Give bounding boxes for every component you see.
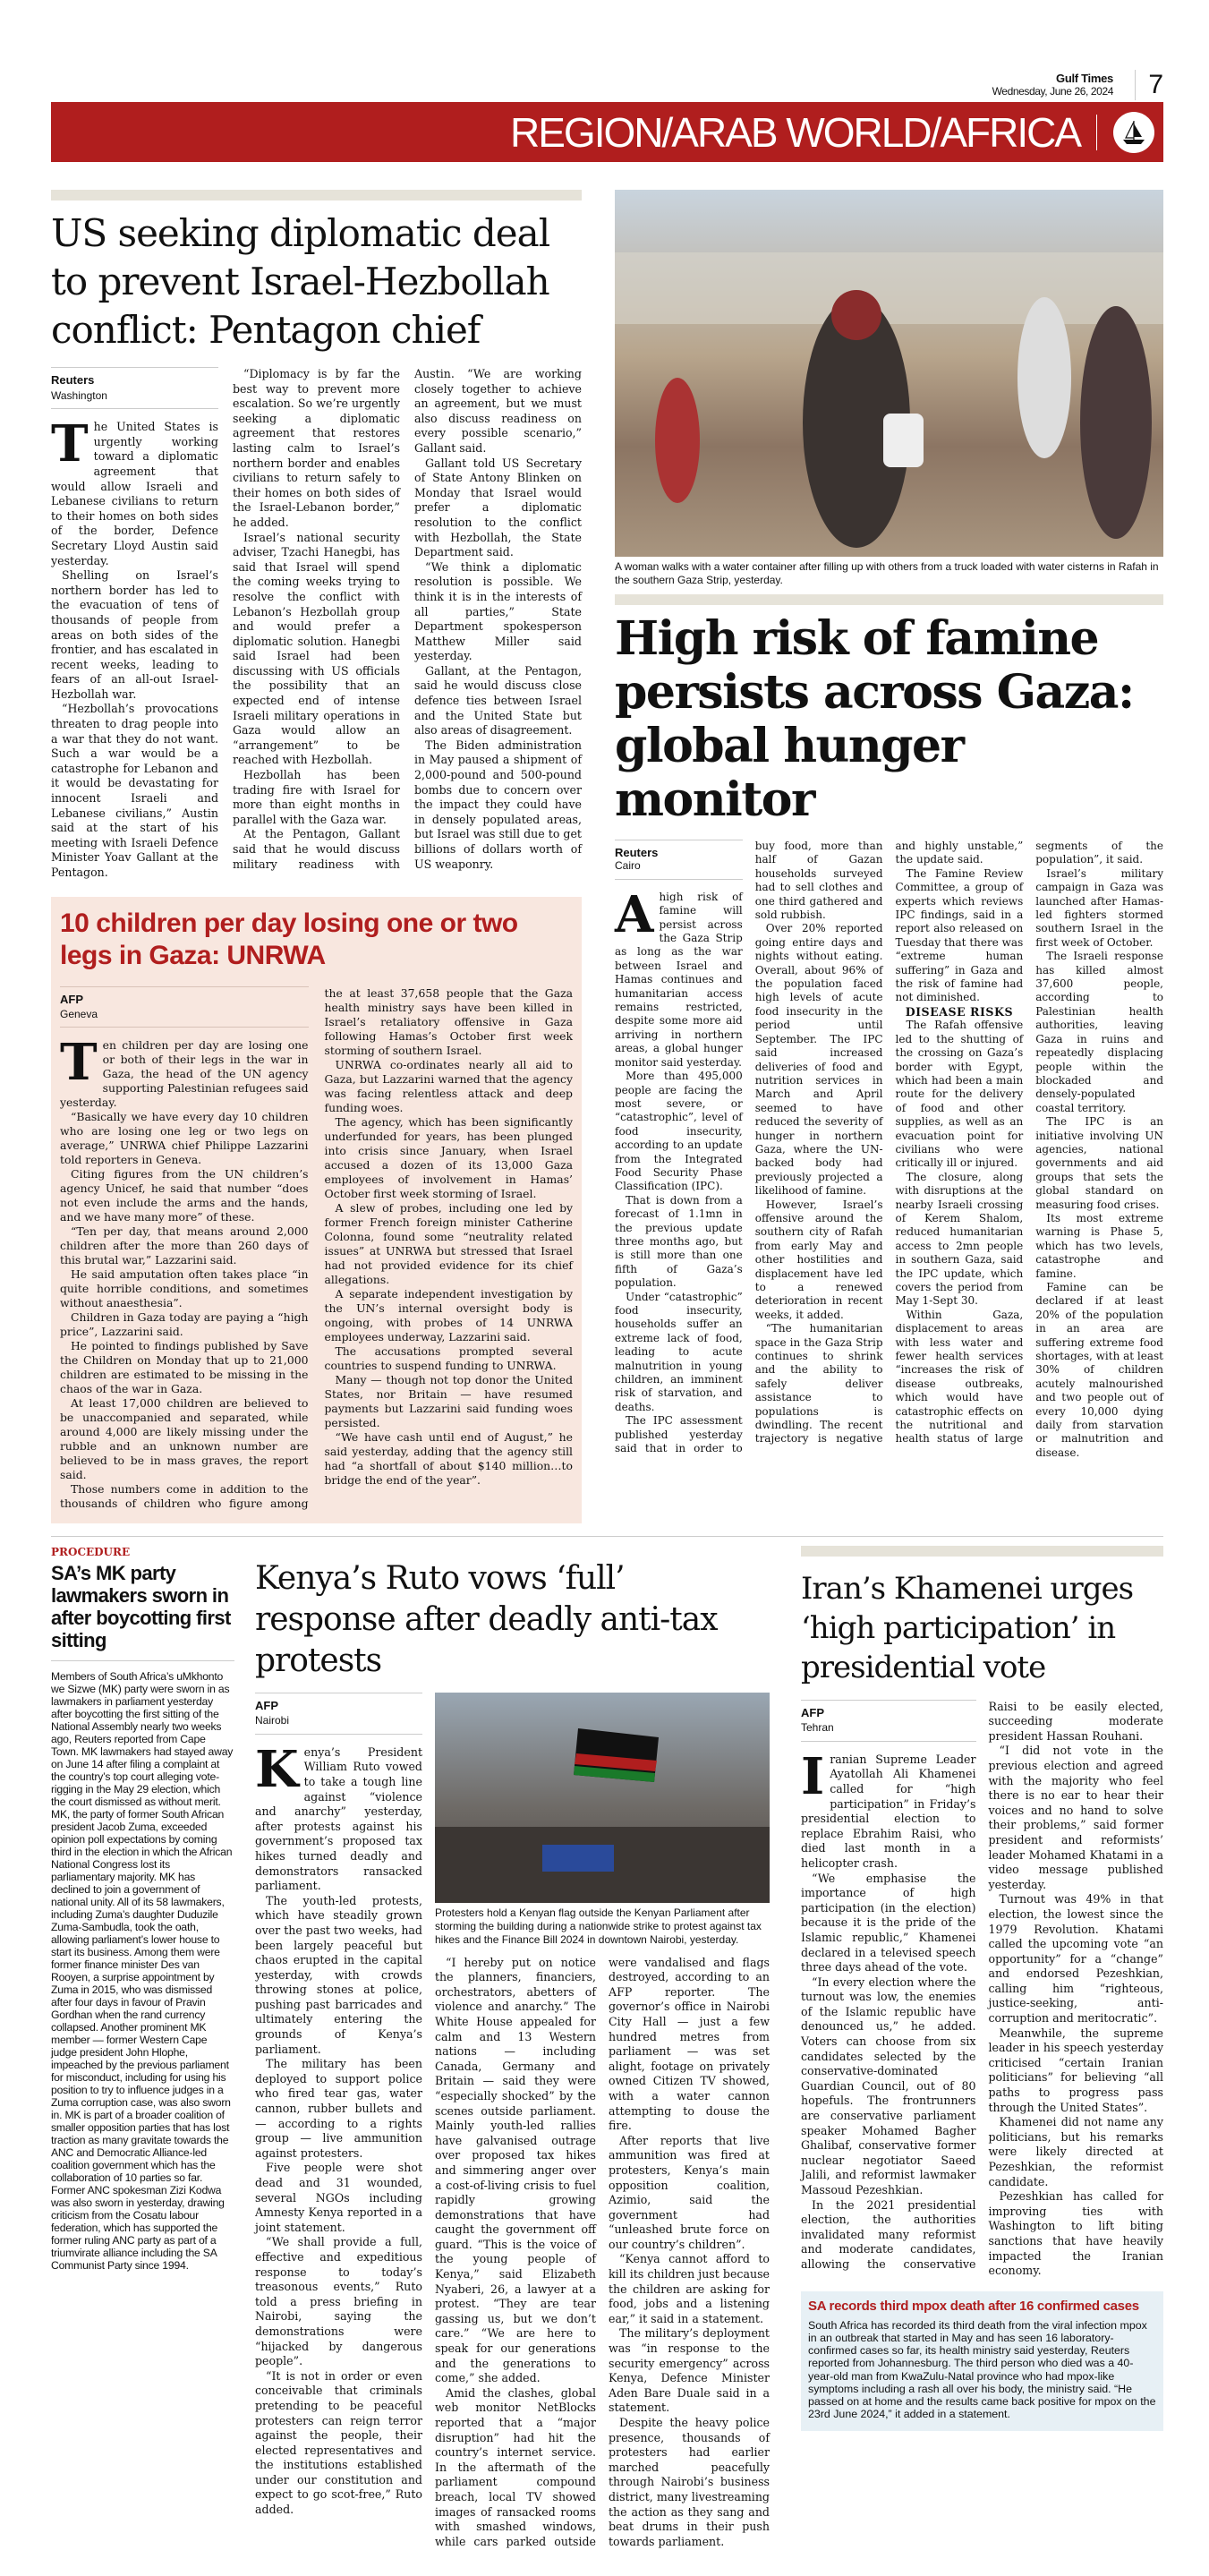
banner-divider <box>1096 115 1097 150</box>
top-section <box>51 190 1163 1523</box>
paragraph: However, Israel’s offensive around the southern city of Rafah from early May and other hostilities and displacement have led to a renewed deterioration in recent weeks, it added. <box>754 1198 883 1321</box>
paragraph: Its most extreme warning is Phase 5, which has two levels, catastrophe and famine. <box>1035 1211 1163 1280</box>
paragraphs <box>801 1700 1163 2279</box>
paragraph: Many — though not top donor the United States, nor Britain — have resumed payments but Lazzarini said funding woes persisted. <box>324 1372 573 1429</box>
paragraphs <box>60 986 573 1511</box>
mpox-headline: SA records third mpox death after 16 confirmed cases <box>808 2298 1139 2314</box>
mpox-brief <box>801 2291 1163 2432</box>
paragraph: Under “catastrophic” food insecurity, households suffer an extreme lack of food, leading to acute malnutrition in young children, an imminent risk of starvation, and deaths. <box>615 1290 743 1413</box>
paragraph: Hezbollah has been trading fire with Israel for more than eight months in parallel with the Gaza war. <box>233 768 400 826</box>
paragraph: “I did not vote in the previous election and agreed with the majority who feel there is no ear to hear their voices and no hand to solve their problems,” said former president and reformists’ leader Mohamed Khatami in a video message published yesterday. <box>988 1744 1163 1891</box>
page-header <box>51 0 1163 162</box>
paragraph: Khamenei did not name any politicians, but his remarks were likely directed at Pezeshkian, the reformist candidate. <box>988 2115 1163 2188</box>
paragraph: Pezeshkian has called for improving ties with Washington to lift biting sanctions that have heavily impacted the Iranian economy. <box>988 2189 1163 2278</box>
paragraph: The military’s deployment was “in response to the security emergency” across Kenya, Defence Minister Aden Bare Duale said in a statement. <box>609 2326 770 2415</box>
dateline: Nairobi <box>255 1714 290 1727</box>
paragraph: Shelling on Israel’s northern border has led to the evacuation of tens of thousands of people from areas on both sides of the frontier, and has escalated in recent weeks, leading to fears of an all-out Israel-Hezbollah war. <box>51 568 218 701</box>
paragraph: A slew of probes, including one led by former French foreign minister Catherine Colonna, found some “neutrality related issues” at UNRWA but stressed that Israel had not provided evidence for its chief allegations. <box>324 1200 573 1286</box>
kenya-photo-caption: Protesters hold a Kenyan flag outside the Kenyan Parliament after storming the building during a nationwide strike to protest against tax hikes and the Finance Bill 2024 in downtown Nairobi, yesterday. <box>435 1906 762 1946</box>
paragraph: The agency, which has been significantly underfunded for years, has been plunged into crisis since January, when Israel accused a dozen of its 13,000 Gaza employees of involvement in Hamas’ October first week storming of Israel. <box>324 1114 573 1200</box>
agency: Reuters <box>51 373 95 387</box>
dateline: Washington <box>51 388 107 402</box>
paragraph: “The humanitarian space in the Gaza Strip continues to shrink and the ability to safely deliver assistance to populations is dwindling. The recent trajectory is negative and highly unstable,” the update said. <box>754 840 1024 1446</box>
paragraph: That is down from a forecast of 1.1mn in the previous update three months ago, but is still more than one fifth of Gaza’s population. <box>615 1193 743 1290</box>
kenya-right-block <box>435 1693 770 2550</box>
gaza-water-photo <box>615 190 1163 557</box>
us-article-headline: US seeking diplomatic deal to prevent Israel-Hezbollah conflict: Pentagon chief <box>51 211 550 352</box>
unrwa-article-body <box>60 986 573 1511</box>
famine-article-body <box>615 840 1163 1460</box>
paragraph: At least 17,000 children are believed to be unaccompanied and separated, while around 4,000 are likely missing under the rubble and an unknown number are believed to be in mass graves, the report said. <box>60 1395 309 1481</box>
paragraph: Over 20% reported going entire days and nights without eating. Overall, about 96% of the population faced high levels of acute food insecurity in the period until September. The IPC said increased deliveries of food and nutrition services in March and April seemed to have reduced the severity of hunger in northern Gaza, where the UN-backed body had previously projected a likelihood of famine. <box>754 922 883 1198</box>
right-column <box>615 190 1163 1460</box>
dateline: Geneva <box>60 1007 98 1020</box>
dateline: Tehran <box>801 1721 834 1735</box>
paragraph: “Kenya cannot afford to kill its children just because the children are asking for food, jobs and a listening ear,” it said in a statement. <box>609 2252 770 2325</box>
paragraph: Despite the heavy police presence, thousands of protesters had earlier marched peacefully through Nairobi’s business district, many livestreaming the action as they sang and beat drums in their push towards parliament. <box>609 2416 770 2548</box>
paragraph: After reports that live ammunition was fired at protesters, Kenya’s main opposition coalition, Azimio, said the government had “unleashed brute force on our country’s children”. <box>609 2133 770 2251</box>
paragraph: In the 2021 presidential election, the authorities invalidated many reformist and moderate candidates, allowing the conservative Raisi to be easily elected, succeeding moderate president Hassan Rouhani. <box>801 1699 1163 2271</box>
sa-sidebar <box>51 1546 234 2272</box>
sa-sidebar-headline: SA’s MK party lawmakers sworn in after boycotting first sitting <box>51 1562 234 1661</box>
paragraph: Turnout was 49% in that election, the lowest since the 1979 Revolution. Khatami called the upcoming vote “an opportunity” for a “change” and endorsed Pezeshkian, calling him “righteous, justice-seeking, anti-corruption and meritocratic”. <box>988 1892 1163 2026</box>
paragraph: UNRWA co-ordinates nearly all aid to Gaza, but Lazzarini warned that the agency was facing relentless attack and deep funding woes. <box>324 1057 573 1114</box>
agency: AFP <box>60 992 83 1006</box>
paragraph: A separate independent investigation by the UN’s internal oversight body is ongoing, with probes of 14 UNRWA employees underway, Lazzarini said. <box>324 1286 573 1343</box>
section-divider-bar <box>51 190 582 200</box>
paragraph: Iranian Supreme Leader Ayatollah Ali Khamenei called for “high participation” in Friday’s presidential election to replace Ebrahim Raisi, who died last month in a helicopter crash. <box>801 1746 976 1870</box>
paragraph: Within Gaza, displacement to areas with less water and fewer health services “increases the risk of disease outbreaks, which would have catastrophic effects on the nutritional and health status of large segments of the population”, it said. <box>895 840 1163 1446</box>
paragraph: The closure, along with disruptions at the nearby Israeli crossing of Kerem Shalom, reduced humanitarian access to 2mn people in southern Gaza, said the IPC update, which covers the period from May 1-Sept 30. <box>895 1170 1024 1308</box>
paragraph: More than 495,000 people are facing the most severe, or “catastrophic”, level of food insecurity, according to an update from the Integrated Food Security Phase Classification (IPC). <box>615 1070 743 1193</box>
paragraph: The military has been deployed to support police who fired tear gas, water cannon, rubber bullets and — according to a rights group — live ammunition against protesters. <box>255 2057 422 2160</box>
unrwa-article-box <box>51 897 582 1523</box>
paragraph: The Rafah offensive led to the shutting of the crossing on Gaza’s border with Egypt, which had been a main route for the delivery of food and other supplies, as well as an evacuation point for civilians who were critically ill or injured. <box>895 1019 1024 1170</box>
paragraph: “In every election where the turnout was low, the enemies of the Islamic republic have denounced us,” he added. Voters can choose from six candidates selected by the conservative-dominated Guardian Council, out of 80 hopefuls. The frontrunners are conservative parliament speaker Mohamed Bagher Ghalibaf, conservative former nuclear negotiator Saeed Jalili, and reformist lawmaker Massoud Pezeshkian. <box>801 1975 976 2196</box>
paragraph: Citing figures from the UN children’s agency Unicef, he said that number “does not even include the arms and the hands, and we have many more” of these. <box>60 1166 309 1224</box>
kicker: PROCEDURE <box>51 1545 131 1558</box>
paragraph: Amid the clashes, global web monitor NetBlocks reported that a “major disruption” had hit the country’s internet service. In the aftermath of the parliament compound breach, local TV showed images of ransacked rooms with smashed windows, while cars parked outside were vandalised and flags destroyed, according to an AFP reporter. The governor’s office in Nairobi City Hall — just a few hundred metres from parliament — was set alight, footage on privately owned Citizen TV showed, with a water cannon attempting to douse the fire. <box>435 1955 770 2548</box>
agency: AFP <box>255 1698 278 1712</box>
paragraph: The accusations prompted several countries to suspend funding to UNRWA. <box>324 1343 573 1372</box>
agency: AFP <box>801 1705 824 1719</box>
paragraph: “Diplomacy is by far the best way to prevent more escalation. So we’re urgently seeking a diplomatic agreement that restores lasting calm to Israel’s northern border and enables civilians to return safely to their homes on both sides of the Israel-Lebanon border,” he added. <box>233 367 400 529</box>
paragraph: Children in Gaza today are paying a “high price”, Lazzarini said. <box>60 1309 309 1338</box>
paragraph: “Basically we have every day 10 children who are losing one leg or two legs on average,” UNRWA chief Philippe Lazzarini told reporters in Geneva. <box>60 1109 309 1166</box>
paragraph: “We have cash until end of August,” he said yesterday, adding that the agency still had “a shortfall of about $140 million…to bridge the end of the year”. <box>324 1429 573 1487</box>
paragraph: At the Pentagon, Gallant said that he would discuss military readiness with Austin. “We are working closely together to achieve an agreement, but we must also discuss readiness on every possible scenario,” Gallant said. <box>233 367 582 871</box>
bottom-section <box>51 1546 1163 2550</box>
gaza-photo-caption: A woman walks with a water container after filling up with others from a truck loaded with water cisterns in Rafah in the southern Gaza Strip, yesterday. <box>615 560 1159 586</box>
paragraph: The IPC assessment published yesterday said that in order to buy food, more than half of Gazan households surveyed had to sell clothes and one third gathered and sold rubbish. <box>615 840 883 1455</box>
paragraph: The Biden administration in May paused a shipment of 2,000-pound and 500-pound bombs due to concern over the impact they could have in densely populated areas, but Israel was still due to get billions of dollars worth of US weaponry. <box>414 738 582 871</box>
paragraph: Five people were shot dead and 31 wounded, several NGOs including Amnesty Kenya reported in a joint statement. <box>255 2161 422 2234</box>
paragraph: Gallant, at the Pentagon, said he would discuss close defence ties between Israel and the United State but also areas of disagreement. <box>414 663 582 738</box>
paragraph: The IPC is an initiative involving UN agencies, national governments and aid groups that sets the global standard on measuring food crises. <box>1035 1115 1163 1211</box>
paragraph: Ahigh risk of famine will persist across the Gaza Strip as long as the war between Israel and Hamas continues and humanitarian access remains restricted, despite some more aid arriving in northern areas, a global hunger monitor said yesterday. <box>615 884 743 1069</box>
dateline: Cairo <box>615 859 641 873</box>
paragraph: “Hezbollah’s provocations threaten to drag people into a war that they do not want. Such a war would be a catastrophe for Lebanon and it would be devastating for innocent Israeli and Lebanese civilians,” Austin said at the start of his meeting with Israeli Defence Minister Yoav Gallant at the Pentagon. <box>51 702 218 879</box>
famine-article-headline: High risk of famine persists across Gaza: global hunger monitor <box>615 611 1134 827</box>
paragraph: The United States is urgently working toward a diplomatic agreement that would allow Israeli and Lebanese civilians to return to their homes on both sides of the border, Defence Secretary Lloyd Austin said yesterday. <box>51 414 218 567</box>
iran-article-headline: Iran’s Khamenei urges ‘high participation’ in presidential vote <box>801 1570 1134 1685</box>
paragraph: The youth-led protests, which have steadily grown over the past two weeks, had been largely peaceful but chaos erupted in the capital yesterday, with crowds throwing stones at police, pushing past barricades and ultimately entering the grounds of Kenya’s parliament. <box>255 1893 422 2056</box>
iran-article-body <box>801 1700 1163 2279</box>
section-divider-bar <box>615 594 1163 605</box>
kenya-article-columns <box>255 1693 770 2550</box>
paragraph: “I hereby put on notice the planners, financiers, orchestrators, abetters of violence and anarchy.” The White House appealed for calm and 13 Western nations — including Canada, Germany and Britain — said they were “especially shocked” by the scenes outside parliament. Mainly youth-led rallies have galvanised outrage over proposed tax hikes and simmering anger over a cost-of-living crisis to fuel rapidly growing demonstrations that have caught the government off guard. “This is the voice of the young people of Kenya,” said Elizabeth Nyaberi, 26, a lawyer at a protest. “They are tear gassing us, but we don’t care.” “We are here to speak for our generations and the generations to come,” she added. <box>435 1955 596 2385</box>
paragraph: “We think a diplomatic resolution is possible. We think it is in the interests of all parties,” State Department spokesperson Matthew Miller said yesterday. <box>414 559 582 663</box>
paragraphs <box>51 367 582 881</box>
paragraph: He said amputation often takes place “in quite horrible conditions, and sometimes without anaesthesia”. <box>60 1267 309 1309</box>
paragraph: The Famine Review Committee, a group of experts which reviews IPC findings, said in a report also released on Tuesday that there was “extreme human suffering” in Gaza and the risk of famine had not diminished. <box>895 866 1024 1004</box>
masthead-info <box>992 72 1113 98</box>
section-banner <box>51 102 1163 162</box>
paragraphs <box>435 1956 770 2550</box>
mpox-body: South Africa has recorded its third death from the viral infection mpox in an outbreak that started in May and has seen 16 laboratory-confirmed cases so far, its health ministry said yesterday, Reuters reported from Johannesburg. The third person who died was a 40-year-old man from KwaZulu-Natal province who had mpox-like symptoms including a rash all over his body, the ministry said. “He passed on at home and the results came back positive for mpox on the 23rd June 2024,” it added in a statement. <box>808 2318 1156 2421</box>
page-divider <box>51 1536 1163 1537</box>
kenya-protest-photo <box>435 1693 770 1903</box>
byline <box>801 1700 976 1742</box>
kenya-article-body-cols <box>435 1956 770 2550</box>
kenya-article-headline: Kenya’s Ruto vows ‘full’ response after deadly anti-tax protests <box>255 1559 718 1679</box>
paragraph: Ten children per day are losing one or both of their legs in the war in Gaza, the head of the UN agency supporting Palestinian refugees said yesterday. <box>60 1032 309 1109</box>
paragraph: Israel’s national security adviser, Tzachi Hanegbi, has said that Israel will spend the coming weeks trying to resolve the conflict with Lebanon’s Hezbollah group and would prefer a diplomatic solution. Hanegbi said Israel had been discussing with US officials the possibility that an expected end of intense Israeli military operations in Gaza would allow an “arrangement” to be reached with Hezbollah. <box>233 530 400 767</box>
paragraph: “Ten per day, that means around 2,000 children after the more than 260 days of this brutal war,” Lazzarini said. <box>60 1224 309 1267</box>
paragraph: Gallant told US Secretary of State Antony Blinken on Monday that Israel would prefer a diplomatic resolution to the conflict with Hezbollah, the State Department said. <box>414 456 582 559</box>
paragraph: “We emphasise the importance of high participation (in the election) because it is the pride of the Islamic republic,” Khamenei declared in a televised speech three days ahead of the vote. <box>801 1871 976 1975</box>
kenya-article-body-col1 <box>255 1693 422 2518</box>
paragraph: He pointed to findings published by Save the Children on Monday that up to 21,000 children are estimated to be missing in the chaos of the war in Gaza. <box>60 1338 309 1395</box>
byline <box>51 367 218 409</box>
issue-date: Wednesday, June 26, 2024 <box>992 85 1113 98</box>
paragraph: Famine can be declared if at least 20% of the population in an area are suffering extreme food shortages, with at least 30% of children acutely malnourished and two people out of every 10,000 dying daily from starvation or malnutrition and disease. <box>1035 1281 1163 1459</box>
agency: Reuters <box>615 846 659 859</box>
kenya-article <box>255 1546 770 2550</box>
page-number: 7 <box>1135 70 1163 100</box>
section-title: REGION/ARAB WORLD/AFRICA <box>510 108 1080 156</box>
iran-article <box>801 1546 1163 2432</box>
subhead: DISEASE RISKS <box>905 1004 1014 1019</box>
paragraph: The Israeli response has killed almost 37,600 people, according to Palestinian health authorities, leaving Gaza in ruins and repeatedly displacing people within the blockaded and densely-populated coastal territory. <box>1035 950 1163 1114</box>
unrwa-article-headline: 10 children per day losing one or two legs in Gaza: UNRWA <box>60 908 518 970</box>
section-divider-bar <box>801 1546 1163 1557</box>
byline <box>615 840 743 880</box>
paragraph: Kenya’s President William Ruto vowed to take a tough line against “violence and anarchy” yesterday, after protests against his government’s proposed tax hikes turned deadly and demonstrators ransacked parliament. <box>255 1739 422 1893</box>
paragraphs <box>255 1739 422 2518</box>
paragraph: Israel’s military campaign in Gaza was launched after Hamas-led fighters stormed southern Israel in the first week of October. <box>1035 866 1163 949</box>
us-article-body <box>51 367 582 881</box>
newspaper-name: Gulf Times <box>1056 72 1113 85</box>
paragraph: “It is not in order or even conceivable that criminals pretending to be peaceful protesters can reign terror against the people, their elected representatives and the institutions established under our constitution and expect to go scot-free,” Ruto added. <box>255 2368 422 2517</box>
byline <box>60 986 309 1028</box>
paragraph: “We shall provide a full, effective and expeditious response to today’s treasonous events,” Ruto told a press briefing in Nairobi, saying the demonstrations were “hijacked by dangerous people”. <box>255 2235 422 2368</box>
paragraph: Meanwhile, the supreme leader in his speech yesterday criticised “certain Iranian politicians” for believing “all paths to progress pass through the United States”. <box>988 2026 1163 2114</box>
byline <box>255 1693 422 1735</box>
paragraph: Those numbers come in addition to the thousands of children who figure among the at least 37,658 people that the Gaza health ministry says have been killed in Israel’s retaliatory offensive in Gaza following Hamas’s October first week storming of southern Israel. <box>60 985 573 1510</box>
dhow-logo-icon <box>1113 112 1154 153</box>
left-column <box>51 190 582 1523</box>
sa-sidebar-body: Members of South Africa’s uMkhonto we Sizwe (MK) party were sworn in as lawmakers in parliament yesterday after boycotting the first sitting of the National Assembly nearly two weeks ago, Reuters reported from Cape Town. MK lawmakers had stayed away on June 14 after filing a complaint at the country’s top court alleging vote-rigging in the May 29 election, which the court dismissed as without merit. MK, the party of former South African president Jacob Zuma, exceeded opinion poll expectations by coming third in the election in which the African National Congress lost its parliamentary majority. MK has declined to join a government of national unity. All of its 58 lawmakers, including Zuma’s daughter Duduzile Zuma-Sambudla, took the oath, allowing parliament’s lower house to start its business. Among them were former finance minister Des van Rooyen, a surprise appointment by Zuma in 2015, who was dismissed after four days in favour of Pravin Gordhan when the rand currency collapsed. Another prominent MK member — former Western Cape judge president John Hlophe, impeached by the previous parliament for misconduct, including for using his position to try to influence judges in a Zuma corruption case, was also sworn in. MK is part of a broader coalition of smaller opposition parties that has lost traction as many gravitate towards the ANC and Democratic Alliance-led coalition government which has the collaboration of 10 parties so far. Former ANC spokesman Zizi Kodwa was also sworn in yesterday, drawing criticism from the Cosatu labour federation, which has supported the former ruling ANC party as part of a triumvirate alliance including the SA Communist Party since 1994. <box>51 1669 234 2272</box>
